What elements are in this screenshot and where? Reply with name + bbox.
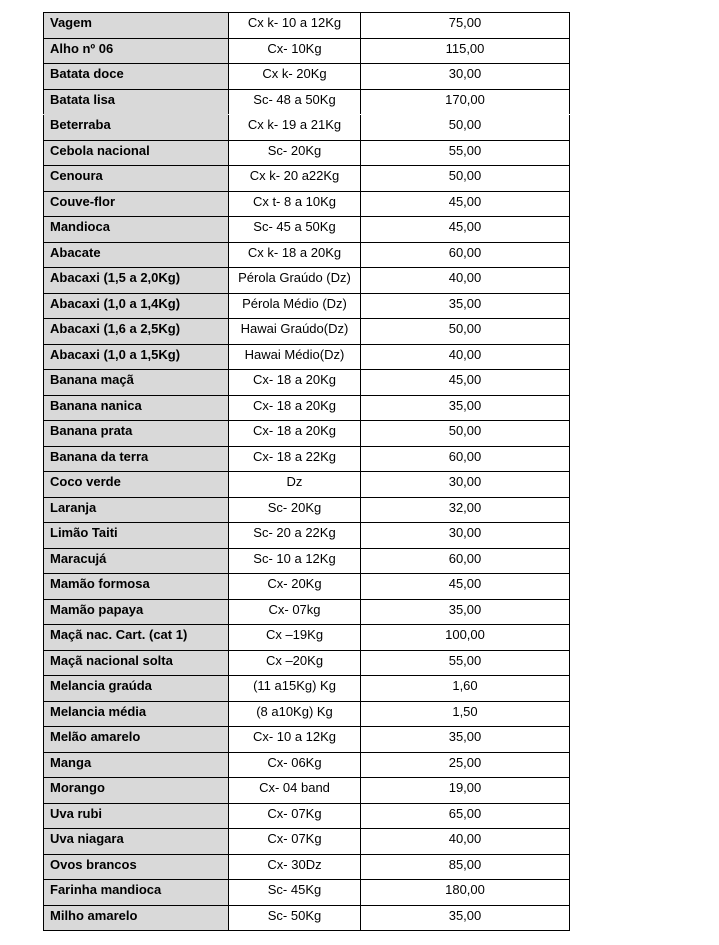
price-cell	[361, 880, 570, 906]
unit-cell	[229, 625, 361, 651]
product-cell	[44, 421, 229, 447]
price-cell-text: 25,00	[448, 754, 482, 770]
table-row	[44, 217, 570, 243]
unit-cell-text: Cx k- 19 a 21Kg	[247, 117, 342, 132]
product-cell	[44, 752, 229, 778]
unit-cell	[229, 727, 361, 753]
unit-cell	[229, 89, 361, 115]
table-row	[44, 293, 570, 319]
table-row	[44, 599, 570, 625]
product-cell-text: Coco verde	[50, 474, 121, 489]
unit-cell-text: Cx k- 18 a 20Kg	[247, 244, 342, 260]
price-cell-text: 32,00	[448, 499, 482, 515]
product-cell-text: Beterraba	[50, 117, 111, 132]
product-cell	[44, 140, 229, 166]
product-cell-text: Uva niagara	[50, 831, 124, 846]
price-cell	[361, 217, 570, 243]
table-row	[44, 268, 570, 294]
unit-cell	[229, 319, 361, 345]
table-row	[44, 727, 570, 753]
product-cell-text: Cebola nacional	[50, 142, 150, 158]
product-cell	[44, 854, 229, 880]
table-row	[44, 803, 570, 829]
unit-cell	[229, 854, 361, 880]
product-cell	[44, 89, 229, 115]
unit-cell-text: Cx- 18 a 20Kg	[252, 397, 337, 413]
price-cell	[361, 38, 570, 64]
price-cell-text: 55,00	[448, 142, 482, 158]
unit-cell	[229, 574, 361, 600]
unit-cell	[229, 497, 361, 523]
unit-cell-text: Pérola Médio (Dz)	[242, 295, 347, 311]
unit-cell-text: Hawai Médio(Dz)	[244, 346, 345, 362]
unit-cell	[229, 115, 361, 141]
product-cell-text: Mamão formosa	[50, 576, 150, 591]
unit-cell-text: Cx- 18 a 20Kg	[252, 372, 337, 387]
table-row	[44, 395, 570, 421]
product-cell	[44, 13, 229, 39]
table-row	[44, 319, 570, 345]
unit-cell-text: Cx- 20Kg	[267, 576, 322, 591]
product-cell	[44, 472, 229, 498]
unit-cell	[229, 140, 361, 166]
unit-cell-text: Cx- 04 band	[259, 780, 330, 795]
unit-cell	[229, 752, 361, 778]
table-row	[44, 242, 570, 268]
table-row	[44, 625, 570, 651]
price-cell-text: 1,50	[452, 703, 478, 719]
product-cell	[44, 599, 229, 625]
price-cell	[361, 523, 570, 549]
unit-cell-text: Sc- 20 a 22Kg	[253, 525, 336, 540]
price-cell	[361, 599, 570, 625]
unit-cell	[229, 13, 361, 39]
product-cell-text: Alho nº 06	[50, 40, 114, 56]
product-cell-text: Abacaxi (1,0 a 1,4Kg)	[50, 295, 181, 311]
product-cell-text: Manga	[50, 754, 92, 770]
price-cell-text: 180,00	[445, 882, 485, 897]
table-row	[44, 548, 570, 574]
price-cell-text: 1,60	[452, 678, 478, 693]
unit-cell-text: Cx- 07Kg	[267, 805, 322, 821]
unit-cell	[229, 421, 361, 447]
product-cell-text: Farinha mandioca	[50, 882, 162, 897]
table-row	[44, 778, 570, 804]
price-cell	[361, 395, 570, 421]
price-cell-text: 35,00	[448, 907, 482, 923]
unit-cell-text: (11 a15Kg) Kg	[253, 678, 336, 693]
unit-cell	[229, 38, 361, 64]
product-cell	[44, 701, 229, 727]
unit-cell-text: Cx- 18 a 20Kg	[252, 423, 337, 438]
price-cell-text: 35,00	[448, 601, 482, 617]
price-cell	[361, 803, 570, 829]
price-cell-text: 170,00	[445, 91, 485, 107]
unit-cell-text: Sc- 20Kg	[267, 142, 322, 158]
table-row	[44, 497, 570, 523]
table-row	[44, 13, 570, 39]
price-cell	[361, 829, 570, 855]
product-cell-text: Banana da terra	[50, 448, 149, 464]
product-cell-text: Limão Taiti	[50, 525, 118, 540]
unit-cell	[229, 650, 361, 676]
table-row	[44, 701, 570, 727]
unit-cell	[229, 905, 361, 931]
unit-cell-text: Sc- 10 a 12Kg	[253, 550, 336, 566]
price-cell-text: 55,00	[448, 652, 482, 668]
price-cell	[361, 497, 570, 523]
price-cell	[361, 370, 570, 396]
product-cell	[44, 574, 229, 600]
unit-cell-text: Sc- 20Kg	[267, 499, 322, 515]
unit-cell-text: Cx- 10 a 12Kg	[252, 729, 337, 744]
price-cell	[361, 421, 570, 447]
unit-cell-text: Cx- 30Dz	[267, 856, 322, 872]
product-cell	[44, 880, 229, 906]
product-cell-text: Maracujá	[50, 550, 107, 566]
price-cell-text: 35,00	[448, 729, 482, 744]
product-cell-text: Vagem	[50, 15, 92, 30]
price-cell-text: 45,00	[448, 372, 482, 387]
price-cell	[361, 89, 570, 115]
price-cell-text: 100,00	[445, 627, 485, 642]
unit-cell	[229, 803, 361, 829]
product-cell-text: Melão amarelo	[50, 729, 141, 744]
unit-cell-text: Hawai Graúdo(Dz)	[240, 321, 349, 336]
table-row	[44, 905, 570, 931]
price-cell	[361, 676, 570, 702]
price-cell	[361, 548, 570, 574]
unit-cell-text: Sc- 45 a 50Kg	[253, 219, 336, 234]
unit-cell-text: Dz	[286, 474, 303, 489]
price-cell-text: 75,00	[448, 15, 482, 30]
price-cell	[361, 319, 570, 345]
unit-cell	[229, 242, 361, 268]
table-row	[44, 370, 570, 396]
unit-cell-text: Sc- 48 a 50Kg	[253, 91, 336, 107]
unit-cell	[229, 395, 361, 421]
unit-cell	[229, 166, 361, 192]
price-cell	[361, 472, 570, 498]
table-row	[44, 115, 570, 141]
unit-cell	[229, 701, 361, 727]
unit-cell	[229, 829, 361, 855]
table-row	[44, 854, 570, 880]
table-row	[44, 140, 570, 166]
unit-cell	[229, 523, 361, 549]
product-cell	[44, 395, 229, 421]
product-cell-text: Banana maçã	[50, 372, 134, 387]
price-cell-text: 30,00	[448, 474, 482, 489]
product-cell	[44, 497, 229, 523]
unit-cell	[229, 472, 361, 498]
table-row	[44, 191, 570, 217]
unit-cell	[229, 548, 361, 574]
price-cell	[361, 905, 570, 931]
unit-cell	[229, 370, 361, 396]
unit-cell	[229, 880, 361, 906]
product-cell-text: Morango	[50, 780, 105, 795]
product-cell-text: Couve-flor	[50, 193, 115, 209]
product-cell	[44, 217, 229, 243]
unit-cell-text: Sc- 45Kg	[267, 882, 322, 897]
product-cell	[44, 370, 229, 396]
product-cell-text: Melancia média	[50, 703, 147, 719]
product-cell	[44, 778, 229, 804]
price-cell	[361, 625, 570, 651]
table-row	[44, 752, 570, 778]
unit-cell-text: Cx t- 8 a 10Kg	[252, 193, 337, 209]
price-cell	[361, 13, 570, 39]
product-cell	[44, 166, 229, 192]
price-cell-text: 45,00	[448, 576, 482, 591]
product-cell-text: Abacate	[50, 244, 101, 260]
product-cell	[44, 676, 229, 702]
unit-cell-text: Cx –20Kg	[265, 652, 324, 668]
product-cell-text: Abacaxi (1,5 a 2,0Kg)	[50, 270, 181, 285]
price-cell	[361, 701, 570, 727]
price-cell	[361, 115, 570, 141]
product-cell-text: Ovos brancos	[50, 856, 137, 872]
unit-cell	[229, 268, 361, 294]
price-cell-text: 85,00	[448, 856, 482, 872]
product-cell	[44, 64, 229, 90]
product-cell	[44, 344, 229, 370]
unit-cell	[229, 64, 361, 90]
price-cell	[361, 854, 570, 880]
product-cell-text: Mamão papaya	[50, 601, 144, 617]
price-cell-text: 115,00	[445, 40, 485, 56]
product-cell	[44, 268, 229, 294]
product-cell	[44, 38, 229, 64]
product-cell-text: Milho amarelo	[50, 907, 138, 923]
product-cell	[44, 319, 229, 345]
product-cell	[44, 829, 229, 855]
price-cell	[361, 574, 570, 600]
price-cell-text: 19,00	[448, 780, 482, 795]
unit-cell-text: Cx- 06Kg	[267, 754, 322, 770]
price-cell-text: 50,00	[448, 168, 482, 183]
product-cell	[44, 242, 229, 268]
price-cell-text: 45,00	[448, 219, 482, 234]
table-row	[44, 472, 570, 498]
table-row	[44, 650, 570, 676]
unit-cell-text: Cx k- 10 a 12Kg	[247, 15, 342, 30]
price-cell	[361, 268, 570, 294]
price-cell	[361, 191, 570, 217]
table-row	[44, 829, 570, 855]
product-cell-text: Maçã nac. Cart. (cat 1)	[50, 627, 188, 642]
price-cell	[361, 778, 570, 804]
product-cell	[44, 523, 229, 549]
price-cell-text: 60,00	[448, 448, 482, 464]
product-cell-text: Banana prata	[50, 423, 133, 438]
product-cell-text: Banana nanica	[50, 397, 142, 413]
table-row	[44, 421, 570, 447]
price-cell-text: 50,00	[448, 321, 482, 336]
price-cell-text: 30,00	[448, 525, 482, 540]
unit-cell-text: Cx- 10Kg	[267, 40, 322, 56]
unit-cell-text: Cx –19Kg	[265, 627, 324, 642]
price-cell	[361, 727, 570, 753]
table-row	[44, 166, 570, 192]
unit-cell	[229, 217, 361, 243]
price-cell	[361, 446, 570, 472]
unit-cell-text: Sc- 50Kg	[267, 907, 322, 923]
product-cell	[44, 803, 229, 829]
table-row	[44, 574, 570, 600]
unit-cell-text: Cx- 18 a 22Kg	[252, 448, 337, 464]
product-cell	[44, 548, 229, 574]
table-row	[44, 523, 570, 549]
unit-cell-text: Cx k- 20Kg	[262, 66, 327, 81]
product-cell-text: Batata lisa	[50, 91, 116, 107]
product-cell-text: Melancia graúda	[50, 678, 152, 693]
product-cell-text: Abacaxi (1,6 a 2,5Kg)	[50, 321, 181, 336]
product-cell-text: Uva rubi	[50, 805, 103, 821]
unit-cell	[229, 446, 361, 472]
table-row	[44, 880, 570, 906]
unit-cell-text: Cx- 07Kg	[267, 831, 322, 846]
price-cell-text: 35,00	[448, 295, 482, 311]
product-cell	[44, 446, 229, 472]
price-cell-text: 60,00	[448, 550, 482, 566]
table-row	[44, 344, 570, 370]
table-row	[44, 64, 570, 90]
product-cell	[44, 293, 229, 319]
unit-cell	[229, 676, 361, 702]
product-cell	[44, 727, 229, 753]
price-cell	[361, 242, 570, 268]
product-cell-text: Cenoura	[50, 168, 103, 183]
unit-cell-text: Pérola Graúdo (Dz)	[238, 270, 351, 285]
price-cell	[361, 344, 570, 370]
product-cell-text: Batata doce	[50, 66, 124, 81]
unit-cell	[229, 778, 361, 804]
unit-cell	[229, 191, 361, 217]
unit-cell-text: Cx- 07kg	[268, 601, 321, 617]
unit-cell	[229, 293, 361, 319]
product-cell-text: Abacaxi (1,0 a 1,5Kg)	[50, 346, 181, 362]
price-table	[43, 12, 570, 931]
table-row	[44, 446, 570, 472]
price-cell	[361, 140, 570, 166]
price-cell	[361, 752, 570, 778]
product-cell-text: Laranja	[50, 499, 97, 515]
unit-cell	[229, 344, 361, 370]
product-cell	[44, 905, 229, 931]
table-row	[44, 89, 570, 115]
price-cell-text: 60,00	[448, 244, 482, 260]
unit-cell-text: Cx k- 20 a22Kg	[249, 168, 340, 183]
product-cell-text: Maçã nacional solta	[50, 652, 173, 668]
price-cell-text: 50,00	[448, 423, 482, 438]
price-cell-text: 40,00	[448, 831, 482, 846]
price-cell-text: 45,00	[448, 193, 482, 209]
price-cell	[361, 650, 570, 676]
price-cell	[361, 166, 570, 192]
price-cell-text: 40,00	[448, 346, 482, 362]
unit-cell	[229, 599, 361, 625]
price-table-body	[44, 13, 570, 931]
product-cell-text: Mandioca	[50, 219, 110, 234]
price-cell-text: 30,00	[448, 66, 482, 81]
unit-cell-text: (8 a10Kg) Kg	[256, 703, 333, 719]
price-cell-text: 50,00	[448, 117, 482, 132]
price-cell	[361, 64, 570, 90]
product-cell	[44, 650, 229, 676]
price-cell	[361, 293, 570, 319]
table-row	[44, 38, 570, 64]
product-cell	[44, 191, 229, 217]
product-cell	[44, 115, 229, 141]
product-cell	[44, 625, 229, 651]
price-cell-text: 65,00	[448, 805, 482, 821]
price-cell-text: 35,00	[448, 397, 482, 413]
price-cell-text: 40,00	[448, 270, 482, 285]
table-row	[44, 676, 570, 702]
